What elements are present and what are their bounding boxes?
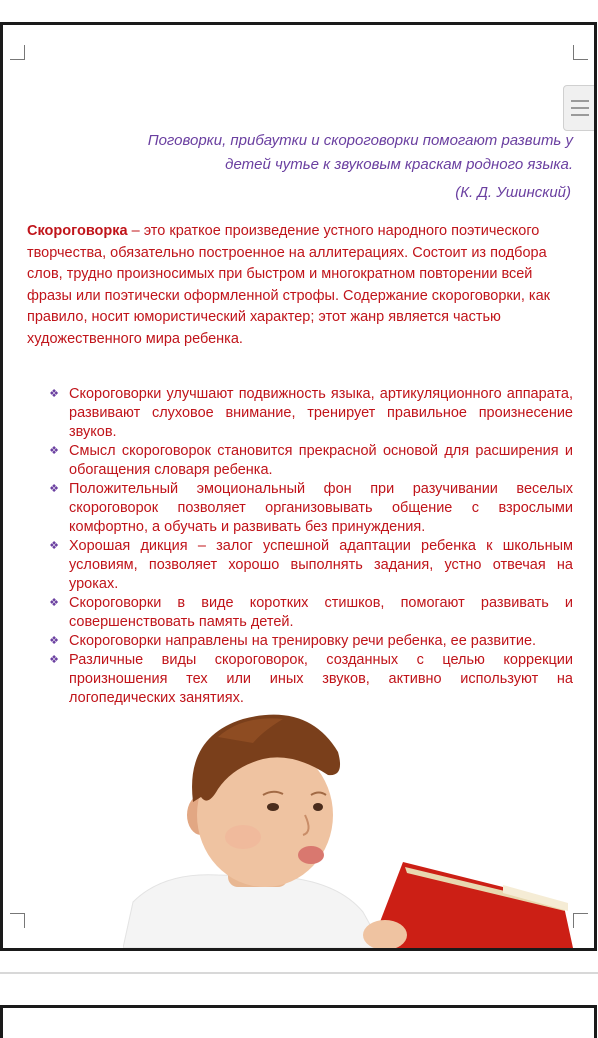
list-item: ❖ Скороговорки направлены на тренировку речи ребенка, ее развитие. <box>47 632 573 651</box>
quote-author: (К. Д. Ушинский) <box>455 184 571 201</box>
document-page <box>0 22 597 951</box>
benefits-list <box>47 385 573 708</box>
diamond-bullet-icon: ❖ <box>49 445 59 457</box>
epigraph-quote <box>93 129 573 177</box>
child-with-book-illustration <box>123 697 593 948</box>
next-document-page <box>0 1005 597 1038</box>
list-item: ❖ Положительный эмоциональный фон при разучивании веселых скороговорок позволяет организовывать общение с взрослыми комфортно, а обучать и развивать без принуждения. <box>47 480 573 537</box>
diamond-bullet-icon: ❖ <box>49 483 59 495</box>
intro-paragraph <box>27 221 573 350</box>
crop-mark-top-left <box>10 45 25 60</box>
quote-line-2: детей чутье к звуковым краскам родного языка. <box>225 156 573 173</box>
list-item: ❖ Смысл скороговорок становится прекрасной основой для расширения и обогащения словаря ребенка. <box>47 442 573 480</box>
diamond-bullet-icon: ❖ <box>49 654 59 666</box>
list-item: ❖ Скороговорки улучшают подвижность языка, артикуляционного аппарата, развивают слуховое внимание, тренирует правильное произнесение звуков. <box>47 385 573 442</box>
quote-line-1: Поговорки, прибаутки и скороговорки помогают развить у <box>147 132 573 149</box>
crop-mark-bottom-left <box>10 913 25 928</box>
list-item: ❖ Хорошая дикция – залог успешной адаптации ребенка к школьным условиям, позволяет хорошо выполнять задания, устно отвечая на уроках. <box>47 537 573 594</box>
diamond-bullet-icon: ❖ <box>49 540 59 552</box>
intro-text: – это краткое произведение устного народного поэтического творчества, обязательно построенное на аллитерациях. Состоит из подбора слов, трудно произносимых при быстром и многократном повторении всей фразы или поэтически оформленной строфы. Содержание скороговорки, как правило, носит юмористический характер; этот жанр является частью художественного мира ребенка. <box>27 223 551 347</box>
hamburger-menu-icon[interactable] <box>563 85 597 131</box>
diamond-bullet-icon: ❖ <box>49 597 59 609</box>
intro-term: Скороговорка <box>27 223 128 239</box>
page-separator <box>0 972 598 974</box>
diamond-bullet-icon: ❖ <box>49 635 59 647</box>
crop-mark-top-right <box>573 45 588 60</box>
diamond-bullet-icon: ❖ <box>49 388 59 400</box>
list-item: ❖ Различные виды скороговорок, созданных с целью коррекции произношения тех или иных звуков, активно используют на логопедических занятиях. <box>47 651 573 708</box>
list-item: ❖ Скороговорки в виде коротких стишков, помогают развивать и совершенствовать память детей. <box>47 594 573 632</box>
